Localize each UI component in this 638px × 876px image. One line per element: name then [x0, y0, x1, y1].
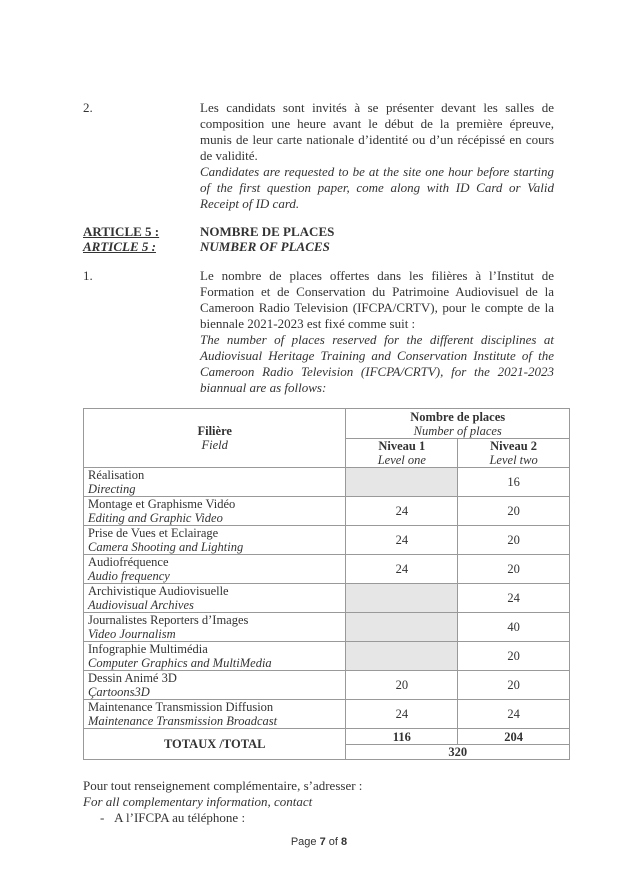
field-fr: Dessin Animé 3D [88, 671, 177, 685]
footer-sep: of [325, 836, 342, 848]
level2-cell: 16 [458, 468, 570, 497]
field-fr: Réalisation [88, 468, 145, 482]
field-cell [84, 555, 346, 584]
field-fr: Montage et Graphisme Vidéo [88, 497, 236, 511]
level1-cell: 24 [346, 497, 458, 526]
field-en: Maintenance Transmission Broadcast [88, 714, 278, 728]
level1-cell [346, 584, 458, 613]
level2-cell: 24 [458, 584, 570, 613]
level1-cell [346, 613, 458, 642]
level2-cell: 24 [458, 700, 570, 729]
field-en: Computer Graphics and MultiMedia [88, 656, 272, 670]
field-cell [84, 584, 346, 613]
table-row [84, 584, 570, 613]
contact-bullet-text: A l’IFCPA au téléphone : [114, 810, 246, 825]
level1-cell [346, 642, 458, 671]
header-places-en: Number of places [413, 423, 502, 438]
level2-cell: 40 [458, 613, 570, 642]
total-level2: 204 [458, 729, 570, 745]
header-field-en: Field [201, 438, 228, 452]
level2-cell: 20 [458, 671, 570, 700]
item-number: 1. [83, 268, 93, 283]
field-en: Çartoons3D [88, 685, 150, 699]
table-row [84, 700, 570, 729]
article-label-fr: ARTICLE 5 : [83, 224, 160, 239]
level1-cell: 24 [346, 555, 458, 584]
field-cell [84, 468, 346, 497]
item1-fr: Le nombre de places offertes dans les filières à l’Institut de Formation et de Conservation du Patrimoine Audiovisuel de la Cameroon Radio Television (IFCPA/CRTV), pour le compte de la biennale 2021-2023 est fixé comme suit : [200, 268, 554, 331]
level1-cell: 20 [346, 671, 458, 700]
table-row [84, 642, 570, 671]
field-cell [84, 613, 346, 642]
header-places-fr: Nombre de places [410, 409, 506, 424]
level1-cell: 24 [346, 700, 458, 729]
article-title-en: NUMBER OF PLACES [200, 239, 330, 254]
level2-cell: 20 [458, 555, 570, 584]
field-cell [84, 671, 346, 700]
total-label: TOTAUX /TOTAL [84, 729, 346, 760]
field-fr: Maintenance Transmission Diffusion [88, 700, 274, 714]
item2-fr: Les candidats sont invités à se présenter devant les salles de composition une heure avant le début de la première épreuve, munis de leur carte nationale d’identité ou d’un récépissé en cours de validité. [200, 100, 554, 163]
article-label-en: ARTICLE 5 : [83, 239, 156, 254]
total-level1: 116 [346, 729, 458, 745]
header-level1 [346, 439, 458, 468]
header-places [346, 409, 570, 439]
field-fr: Archivistique Audiovisuelle [88, 584, 229, 598]
header-field-fr: Filière [197, 424, 232, 438]
field-en: Camera Shooting and Lighting [88, 540, 244, 554]
field-en: Video Journalism [88, 627, 176, 641]
field-en: Audiovisual Archives [88, 598, 194, 612]
field-fr: Audiofréquence [88, 555, 169, 569]
places-table [83, 408, 570, 760]
header-level1-fr: Niveau 1 [378, 439, 426, 453]
field-en: Directing [88, 482, 136, 496]
footer-current: 7 [319, 836, 326, 848]
dash-icon: - [100, 810, 115, 825]
field-fr: Prise de Vues et Eclairage [88, 526, 219, 540]
field-cell [84, 700, 346, 729]
level2-cell: 20 [458, 526, 570, 555]
contact-en: For all complementary information, contact [83, 794, 313, 809]
field-cell [84, 642, 346, 671]
level2-cell: 20 [458, 497, 570, 526]
header-field [84, 409, 346, 468]
field-en: Editing and Graphic Video [88, 511, 223, 525]
field-fr: Journalistes Reporters d’Images [88, 613, 249, 627]
level2-cell: 20 [458, 642, 570, 671]
header-level2 [458, 439, 570, 468]
total-all: 320 [346, 745, 570, 760]
item-number: 2. [83, 100, 93, 115]
page-footer [0, 836, 638, 848]
table-row [84, 526, 570, 555]
table-row [84, 671, 570, 700]
field-fr: Infographie Multimédia [88, 642, 208, 656]
item2-en: Candidates are requested to be at the site one hour before starting of the first question paper, come along with ID Card or Valid Receipt of ID card. [200, 164, 554, 211]
table-row [84, 555, 570, 584]
header-level2-fr: Niveau 2 [490, 439, 538, 453]
field-cell [84, 497, 346, 526]
table-row [84, 613, 570, 642]
header-level1-en: Level one [377, 453, 426, 467]
header-level2-en: Level two [489, 453, 538, 467]
footer-prefix: Page [290, 836, 320, 848]
contact-bullet [100, 810, 245, 826]
footer-total: 8 [341, 836, 348, 848]
table-row [84, 468, 570, 497]
field-en: Audio frequency [88, 569, 170, 583]
item1-en: The number of places reserved for the different disciplines at Audiovisual Heritage Training and Conservation Institute of the Cameroon Radio Television (IFCPA/CRTV), for the 2021-2023 biannual are as follows: [200, 332, 554, 395]
article-title-fr: NOMBRE DE PLACES [200, 224, 335, 239]
field-cell [84, 526, 346, 555]
contact-fr: Pour tout renseignement complémentaire, s’adresser : [83, 778, 363, 793]
level1-cell: 24 [346, 526, 458, 555]
table-row [84, 497, 570, 526]
level1-cell [346, 468, 458, 497]
